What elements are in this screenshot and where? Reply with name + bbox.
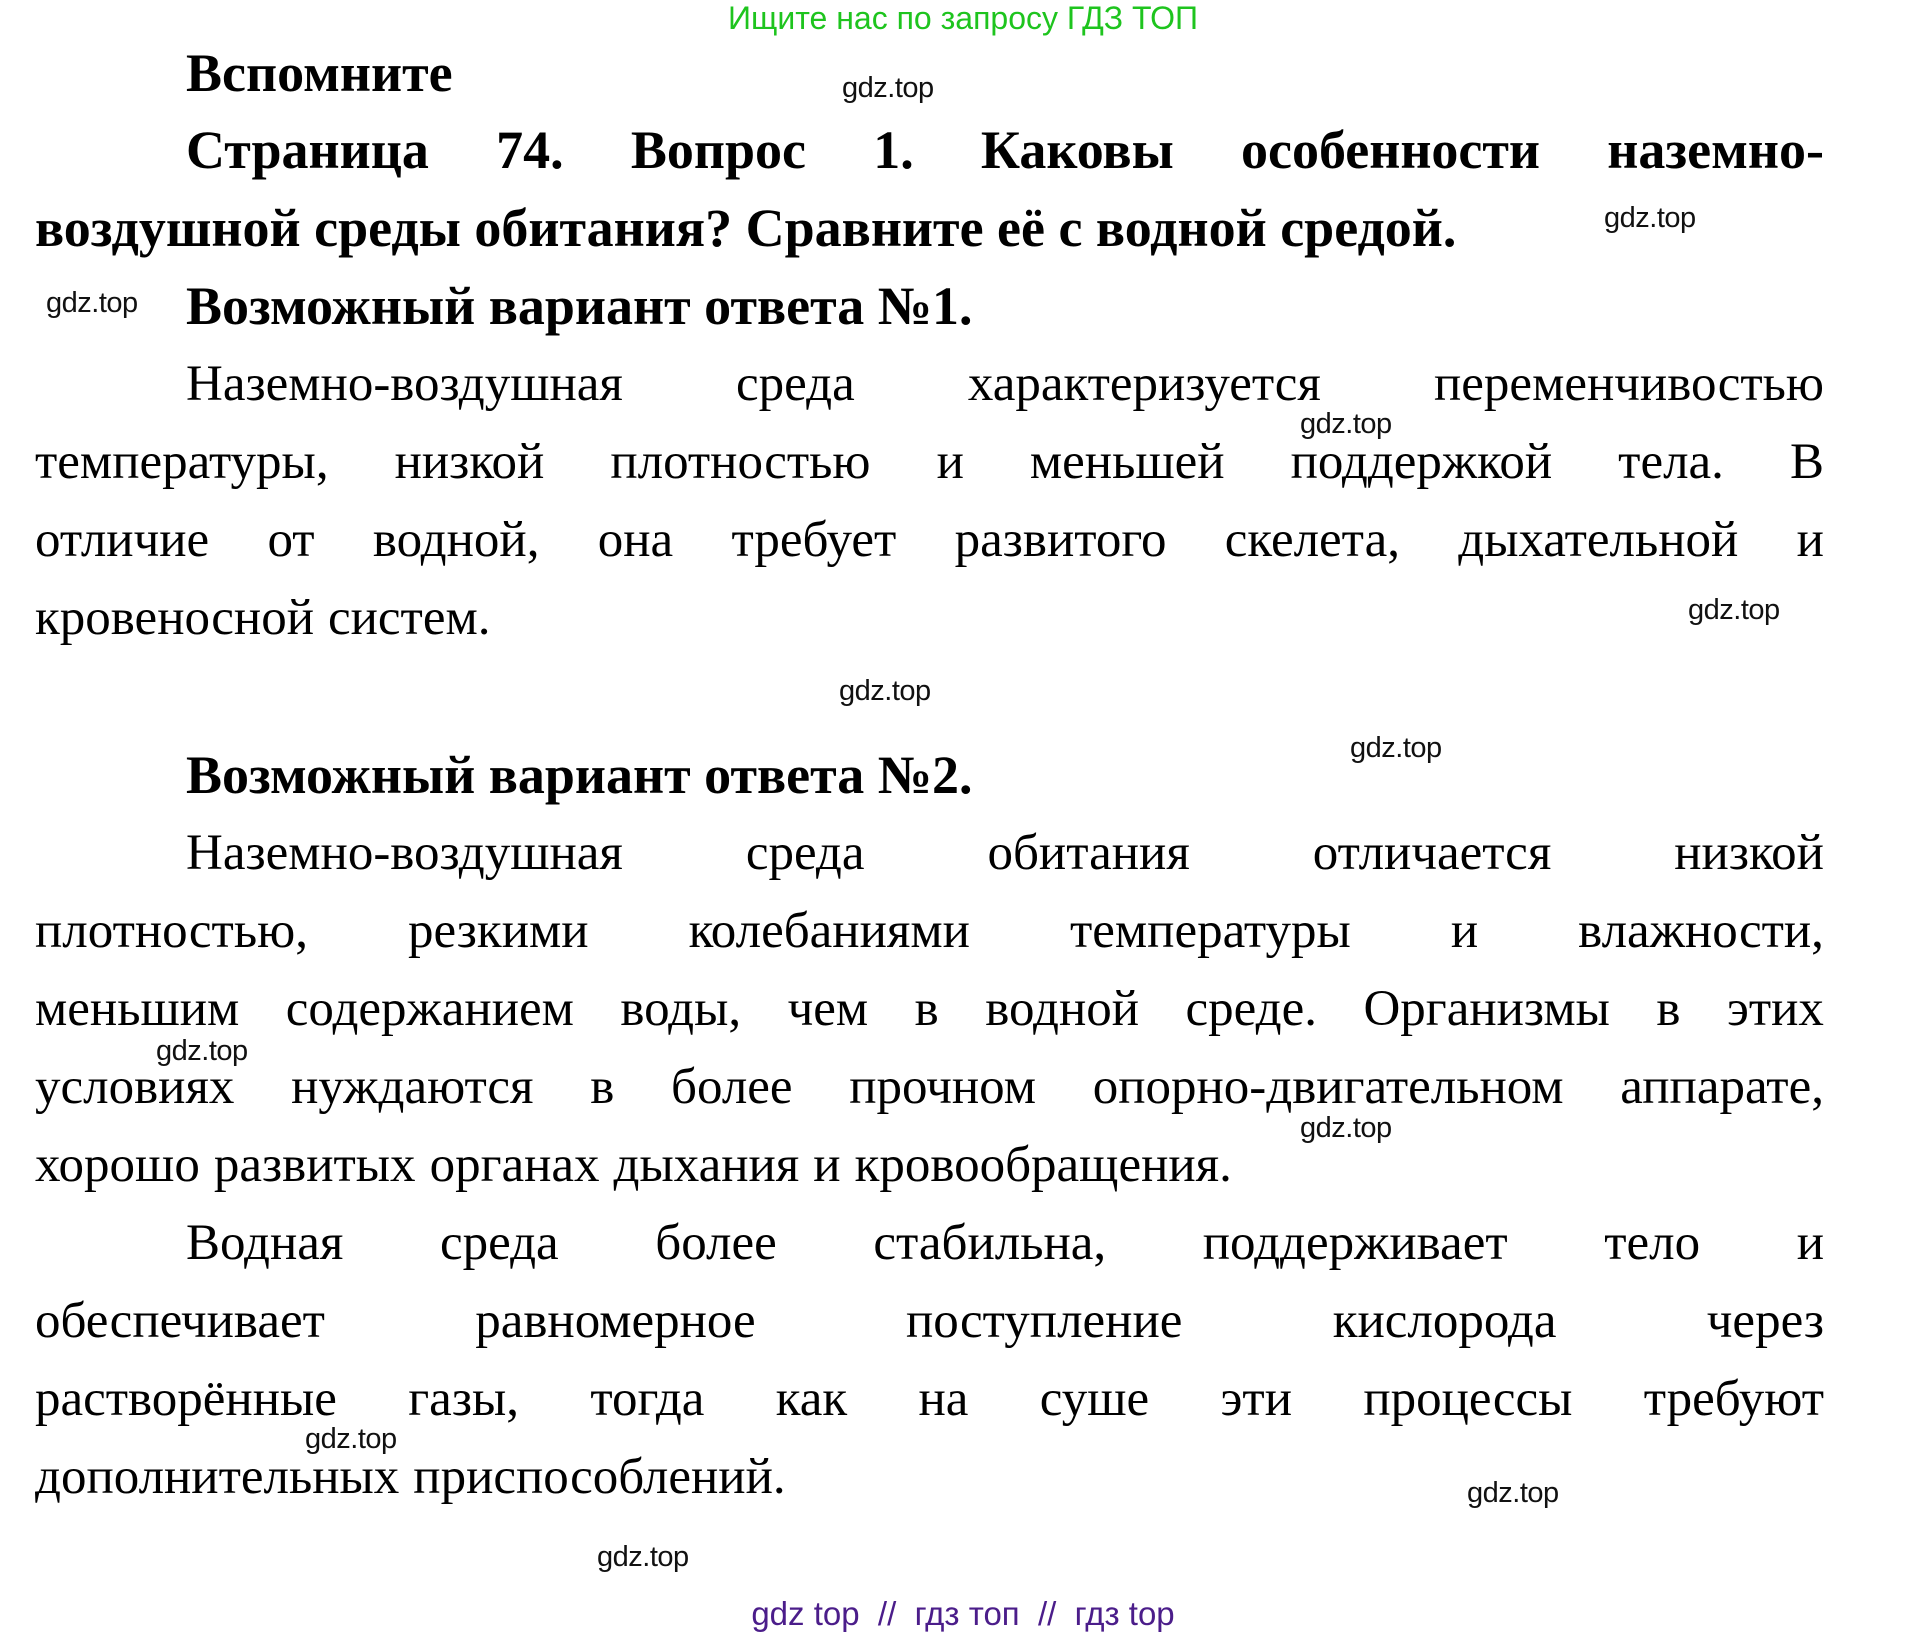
question-line-1	[186, 119, 1824, 181]
word: наземно-	[1607, 120, 1824, 180]
answer-2-p1-line-5: хорошо развитых органах дыхания и кровообращения.	[35, 1137, 1232, 1193]
watermark: gdz.top	[1467, 1477, 1559, 1509]
answer-2-p1-line-1: Наземно-воздушная среда обитания отличается низкой	[186, 825, 1824, 881]
watermark: gdz.top	[1300, 408, 1392, 440]
watermark: gdz.top	[1688, 594, 1780, 626]
answer-2-p1-line-4: условиях нуждаются в более прочном опорно-двигательном аппарате,	[35, 1059, 1824, 1115]
answer-1-line-4: кровеносной систем.	[35, 590, 491, 646]
watermark: gdz.top	[1604, 202, 1696, 234]
watermark: gdz.top	[305, 1423, 397, 1455]
answer-1-line-1: Наземно-воздушная среда характеризуется переменчивостью	[186, 356, 1824, 412]
watermark: gdz.top	[46, 287, 138, 319]
word: Каковы	[980, 120, 1174, 180]
answer-1-line-2: температуры, низкой плотностью и меньшей поддержкой тела. В	[35, 434, 1824, 490]
watermark: gdz.top	[839, 675, 931, 707]
word: Вопрос	[630, 120, 806, 180]
answer-2-p2-line-4: дополнительных приспособлений.	[35, 1449, 786, 1505]
answer-2-p1-line-2: плотностью, резкими колебаниями температуры и влажности,	[35, 903, 1824, 959]
answer-2-p2-line-3: растворённые газы, тогда как на суше эти процессы требуют	[35, 1371, 1824, 1427]
watermark: gdz.top	[1350, 732, 1442, 764]
answer-2-p1-line-3: меньшим содержанием воды, чем в водной среде. Организмы в этих	[35, 981, 1824, 1037]
answer-1-heading: Возможный вариант ответа №1.	[186, 276, 973, 336]
watermark: gdz.top	[156, 1035, 248, 1067]
word: 74.	[496, 120, 564, 180]
answer-2-p2-line-1: Водная среда более стабильна, поддерживает тело и	[186, 1215, 1824, 1271]
question-line-2: воздушной среды обитания? Сравните её с водной средой.	[35, 198, 1457, 258]
answer-2-p2-line-2: обеспечивает равномерное поступление кислорода через	[35, 1293, 1824, 1349]
answer-1-line-3: отличие от водной, она требует развитого скелета, дыхательной и	[35, 512, 1824, 568]
watermark: gdz.top	[842, 72, 934, 104]
section-title: Вспомните	[186, 43, 453, 103]
watermark: gdz.top	[597, 1541, 689, 1573]
word: особенности	[1240, 120, 1541, 180]
word: 1.	[873, 120, 914, 180]
promo-banner-bottom: gdz top // гдз топ // гдз top	[751, 1595, 1175, 1632]
answer-2-heading: Возможный вариант ответа №2.	[186, 745, 973, 805]
word: Страница	[186, 120, 429, 180]
watermark: gdz.top	[1300, 1112, 1392, 1144]
promo-banner-top: Ищите нас по запросу ГДЗ ТОП	[728, 0, 1198, 36]
